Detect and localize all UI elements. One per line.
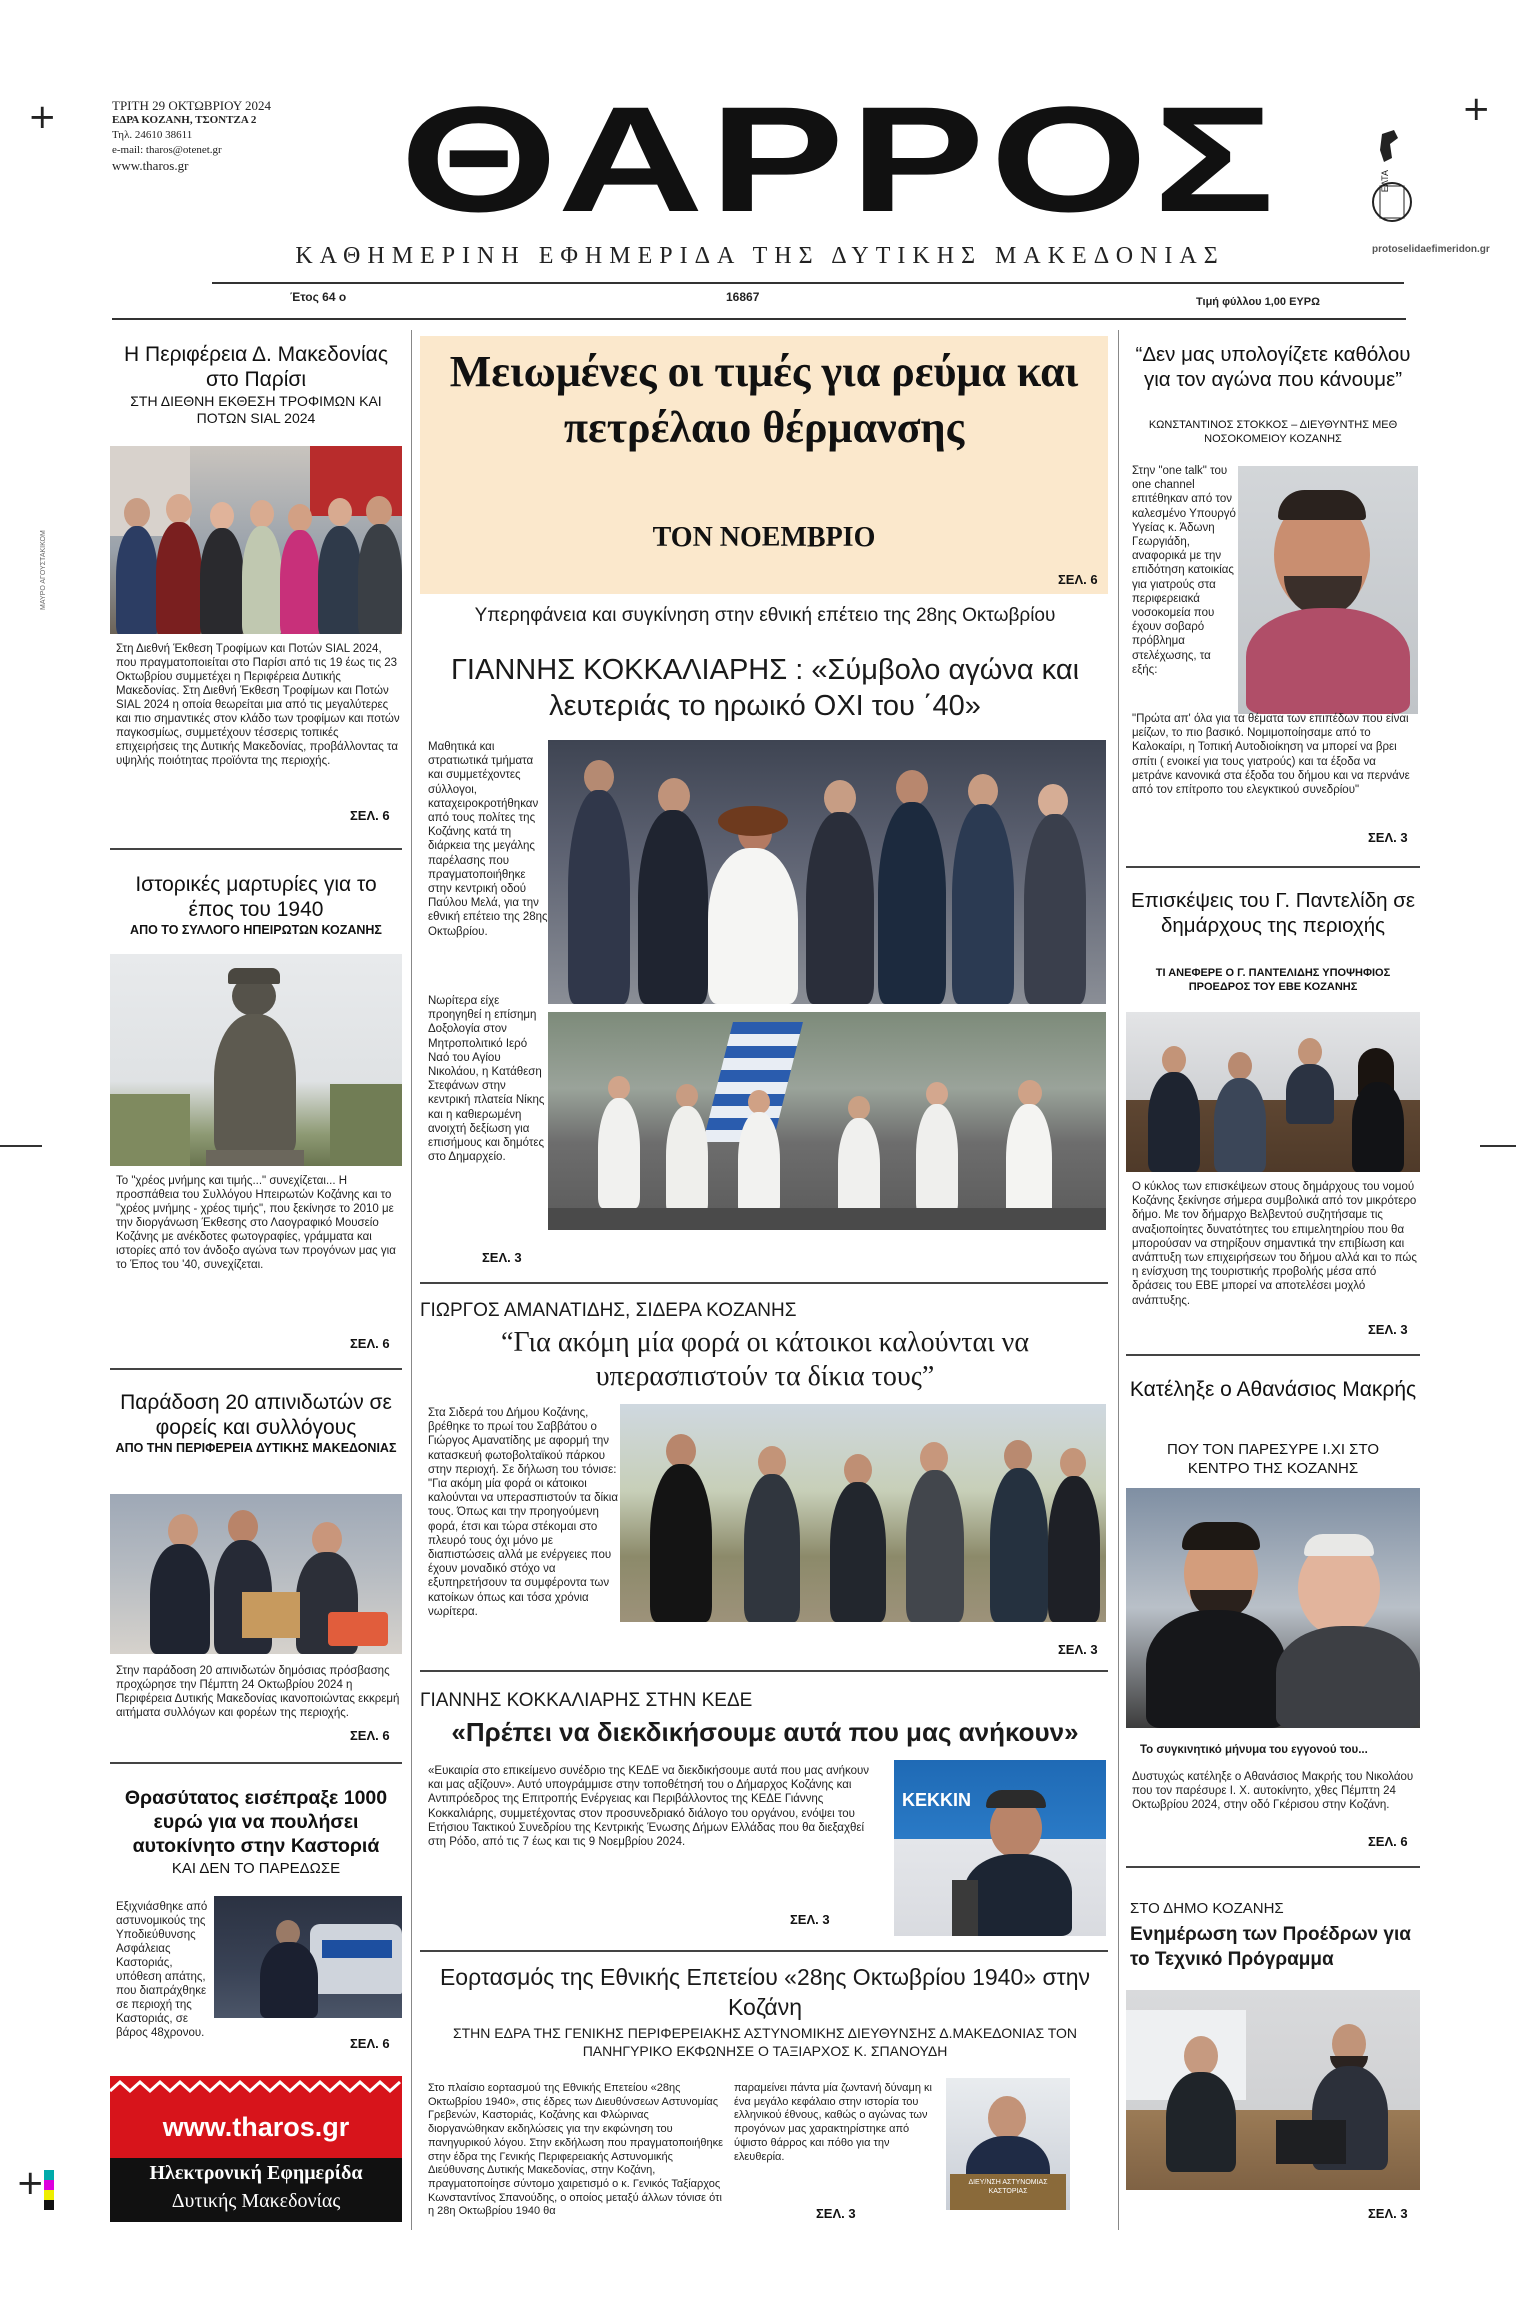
right-r1-body2: "Πρώτα απ' όλα για τα θέματα των επιπέδων που είναι μείζων, το πιο βασικό. Νομιμοποίησαμε από το Καλοκαίρι, η Τοπική Αυτοδιοίκηση να μπορεί να βρει σπίτι ( ενοικεί για τους γιατρούς) και τα έξοδα να μετράνε κανονικά στα έξοδα του δήμου και να περνάνε από τον επίτροπο του ελεγκτικού συνεδρίου" (1132, 713, 1410, 797)
left-a4-title: Θρασύτατος εισέπραξε 1000 ευρώ για να πουλήσει αυτοκίνητο στην Καστοριά (124, 1787, 388, 1857)
left-a1-photo (110, 446, 402, 634)
left-a3-title: Παράδοση 20 απινιδωτών σε φορείς και συλλόγους (120, 1391, 392, 1439)
right-r4-kicker: ΣΤΟ ΔΗΜΟ ΚΟΖΑΝΗΣ (1130, 1900, 1284, 1917)
c5-page: ΣΕΛ. 3 (816, 2206, 856, 2221)
left-a2-body: Το "χρέος μνήμης και τιμής..." συνεχίζεται... Η προσπάθεια του Συλλόγου Ηπειρωτών Κοζάνης και το "χρέος μνήμης - χρέος τιμής", που ξεκίνησε το 2010 με την διοργάνωση Έκθεσης στο Λαογραφικό Μουσείο Κοζάνης με ανέκδοτες φωτογραφίες, γράμματα και ιστορίες από τον άνδοξο αγώνα των προγόνων μας για το Έπος του '40, συνεχίζεται. (116, 1175, 396, 1271)
issue-number: 16867 (726, 290, 760, 304)
masthead-rule-2 (112, 318, 1406, 320)
left-a2-photo (110, 954, 402, 1166)
ad-line2: Δυτικής Μακεδονίας (171, 2190, 341, 2212)
column-divider (411, 330, 412, 2230)
right-r3-sub: ΠΟΥ ΤΟΝ ΠΑΡΕΣΥΡΕ Ι.ΧΙ ΣΤΟ ΚΕΝΤΡΟ ΤΗΣ ΚΟΖΑΝΗΣ (1166, 1441, 1379, 1477)
elta-text: ΕΛΤΑ (1380, 170, 1390, 193)
right-r2-sub: ΤΙ ΑΝΕΦΕΡΕ Ο Γ. ΠΑΝΤΕΛΙΔΗΣ ΥΠΟΨΗΦΙΟΣ ΠΡΟΕΔΡΟΣ ΤΟΥ ΕΒΕ ΚΟΖΑΝΗΣ (1155, 967, 1391, 993)
right-r1-sub: ΚΩΝΣΤΑΝΤΙΝΟΣ ΣΤΟΚΚΟΣ – ΔΙΕΥΘΥΝΤΗΣ ΜΕΘ ΝΟΣΟΚΟΜΕΙΟΥ ΚΟΖΑΝΗΣ (1148, 419, 1398, 445)
left-a3-photo (110, 1494, 402, 1654)
right-r3-caption: Το συγκινητικό μήνυμα του εγγονού του... (1140, 1744, 1368, 1756)
c3-page: ΣΕΛ. 3 (1058, 1642, 1098, 1657)
ad-url: www.tharos.gr (162, 2112, 350, 2142)
side-credit: ΜΑΥΡΟ ΑΓΟΥΣΤΑΚΙΚΟΜ (40, 530, 47, 610)
right-r1-page: ΣΕΛ. 3 (1368, 830, 1408, 845)
column-divider (1118, 330, 1119, 2230)
right-r4-page: ΣΕΛ. 3 (1368, 2206, 1408, 2221)
right-r3-title: Κατέληξε ο Αθανάσιος Μακρής (1129, 1378, 1417, 1401)
rule (1126, 1354, 1420, 1356)
right-r4-title: Ενημέρωση των Προέδρων για το Τεχνικό Πρόγραμμα (1130, 1924, 1411, 1970)
left-a2-page: ΣΕΛ. 6 (350, 1336, 390, 1351)
c3-photo (620, 1404, 1106, 1622)
email: e-mail: tharos@otenet.gr (112, 144, 222, 156)
right-r3-page: ΣΕΛ. 6 (1368, 1834, 1408, 1849)
right-r2-body: Ο κύκλος των επισκέψεων στους δημάρχους του νομού Κοζάνης ξεκίνησε σήμερα συμβολικά από τον μικρότερο δήμο. Με τον δήμαρχο Βελβεντού συζητήσαμε τις αναξιοποίητες δυνατότητες του επιμελητηρίου που θα μπορούσαν να στηρίξουν σημαντικά την επιβίωση και ανάπτυξη των επιχειρήσεων του δήμου αλλά και το πώς η ενίσχυση της τουριστικής προβολής μέσα από δράσεις του ΕΒΕ μπορεί να αποτελέσει μοχλό ανάπτυξης. (1132, 1181, 1417, 1307)
rule (110, 1368, 402, 1370)
right-r2-photo (1126, 1012, 1420, 1172)
right-r2-title: Επισκέψεις του Γ. Παντελίδη σε δημάρχους της περιοχής (1130, 889, 1416, 937)
left-a2-title: Ιστορικές μαρτυρίες για το έπος του 1940 (135, 873, 377, 921)
rule (420, 1950, 1108, 1952)
left-a4-body: Εξιχνιάσθηκε από αστυνομικούς της Υποδιεύθυνσης Ασφάλειας Καστοριάς, υπόθεση απάτης, που διαπράχθηκε σε περιοχή της Καστοριάς, σε βάρος 48χρονου. (116, 1901, 208, 2039)
c2-body1: Μαθητικά και στρατιωτικά τμήματα και συμμετέχοντες σύλλογοι, καταχειροκροτήθηκαν από τους πολίτες της Κοζάνης κατά τη διάρκεια της μεγάλης παρέλασης που πραγματοποιήθηκε στην κεντρική οδού Παύλου Μελά, για την εθνική επέτειο της 28ης Οκτωβρίου. (428, 741, 548, 938)
left-a1-page: ΣΕΛ. 6 (350, 808, 390, 823)
c5-sign: ΔΙΕΥ/ΝΣΗ ΑΣΤΥΝΟΜΙΑΣ ΚΑΣΤΟΡΙΑΣ (968, 2179, 1048, 2195)
crop-mark: + (16, 2163, 45, 2203)
right-r1-photo (1238, 466, 1418, 714)
c2-title: ΓΙΑΝΝΗΣ ΚΟΚΚΑΛΙΑΡΗΣ : «Σύμβολο αγώνα και λευτεριάς το ηρωικό ΟΧΙ του ΄40» (450, 654, 1080, 722)
right-r2-page: ΣΕΛ. 3 (1368, 1322, 1408, 1337)
c4-kicker: ΓΙΑΝΝΗΣ ΚΟΚΚΑΛΙΑΡΗΣ ΣΤΗΝ ΚΕΔΕ (420, 1690, 753, 1711)
crop-mark: + (28, 97, 57, 137)
c2-page: ΣΕΛ. 3 (482, 1250, 522, 1265)
left-a1-body: Στη Διεθνή Έκθεση Τροφίμων και Ποτών SIAL 2024, που πραγματοποιείται στο Παρίσι από τις 19 έως τις 23 Οκτωβρίου συμμετέχει η Περιφέρεια Δυτικής Μακεδονίας. Στη Διεθνή Έκθεση Τροφίμων και Ποτών SIAL 2024 η οποία θεωρείται μια από τις μεγαλύτερες και πιο σημαντικές στον κλάδο των τροφίμων και ποτών παγκοσμίως, συμμετέχουν τέσσερις τοπικές επιχειρήσεις της Δυτικής Μακεδονίας, προβάλλοντας τα υψηλής ποιότητας προϊόντα της περιοχής. (116, 643, 400, 767)
rule (1126, 1866, 1420, 1868)
phone: Τηλ. 24610 38611 (112, 129, 193, 141)
lead-title: Μειωμένες οι τιμές για ρεύμα και πετρέλαιο θέρμανσης (449, 347, 1079, 452)
c2-photo-parade (548, 1012, 1106, 1230)
rule (420, 1670, 1108, 1672)
c4-page: ΣΕΛ. 3 (790, 1912, 830, 1927)
crop-mark: + (1462, 89, 1491, 129)
left-a2-sub: ΑΠΟ ΤΟ ΣΥΛΛΟΓΟ ΗΠΕΙΡΩΤΩΝ ΚΟΖΑΝΗΣ (130, 923, 382, 937)
c3-kicker: ΓΙΩΡΓΟΣ ΑΜΑΝΑΤΙΔΗΣ, ΣΙΔΕΡΑ ΚΟΖΑΝΗΣ (420, 1300, 797, 1321)
rule (420, 1282, 1108, 1284)
left-a4-sub: ΚΑΙ ΔΕΝ ΤΟ ΠΑΡΕΔΩΣΕ (171, 1860, 341, 1877)
right-r1-body1: Στην "one talk" του one channel επιτέθηκαν από τον καλεσμένο Υπουργό Υγείας κ. Άδωνη Γεωργιάδη, αναφορικά με την επιδότηση κατοικίας για γιατρούς στα περιφερειακά νοσοκομεία που έχουν σοβαρό πρόβλημα στελέχωσης, τα εξής: (1132, 465, 1236, 676)
rule (110, 848, 402, 850)
crop-mark (0, 1145, 42, 1147)
masthead-subtitle: ΚΑΘΗΜΕΡΙΝΗ ΕΦΗΜΕΡΙΔΑ ΤΗΣ ΔΥΤΙΚΗΣ ΜΑΚΕΔΟΝΙΑΣ (295, 243, 1225, 269)
elta-logo (1370, 128, 1414, 228)
left-a1-title: Η Περιφέρεια Δ. Μακεδονίας στο Παρίσι (124, 343, 388, 391)
left-a4-page: ΣΕΛ. 6 (350, 2036, 390, 2051)
left-a3-page: ΣΕΛ. 6 (350, 1728, 390, 1743)
address: ΕΔΡΑ ΚΟΖΑΝΗ, ΤΣΟΝΤΖΑ 2 (112, 114, 257, 126)
c5-sub: ΣΤΗΝ ΕΔΡΑ ΤΗΣ ΓΕΝΙΚΗΣ ΠΕΡΙΦΕΡΕΙΑΚΗΣ ΑΣΤΥΝΟΜΙΚΗΣ ΔΙΕΥΘΥΝΣΗΣ Δ.ΜΑΚΕΔΟΝΙΑΣ ΤΟΝ ΠΑΝΗΓΥΡΙΚΟ ΕΚΦΩΝΗΣΕ Ο ΤΑΞΙΑΡΧΟΣ Κ. ΣΠΑΝΟΥΔΗ (452, 2025, 1078, 2059)
right-r1-title: “Δεν μας υπολογίζετε καθόλου για τον αγώνα που κάνουμε” (1135, 343, 1411, 391)
rule (1126, 866, 1420, 868)
lead-sub: ΤΟΝ ΝΟΕΜΒΡΙΟ (652, 522, 876, 553)
c2-photo-officials (548, 740, 1106, 1004)
right-r3-body: Δυστυχώς κατέληξε ο Αθανάσιος Μακρής του Νικολάου που τον παρέσυρε Ι. Χ. αυτοκίνητο, χθες Πέμπτη 24 Οκτωβρίου 2024, στην οδό Γκέρισου στην Κοζάνη. (1132, 1771, 1414, 1812)
year: Έτος 64 ο (290, 290, 347, 304)
c2-body2: Νωρίτερα είχε προηγηθεί η επίσημη Δοξολογία στον Μητροπολιτικό Ιερό Ναό του Αγίου Νικολάου, η Κατάθεση Στεφάνων στην κεντρική πλατεία Νίκης και η καθιερωμένη ανοιχτή δεξίωση για επισήμους και δημότες στο Δημαρχείο. (428, 995, 545, 1164)
c5-body2: παραμείνει πάντα μία ζωντανή δύναμη κι ένα μεγάλο κεφάλαιο στην ιστορία του ελληνικού έθνους, καθώς ο αγώνας των προγόνων μας χαρακτηρίστηκε από ύψιστο θάρρος και πόθο για την ελευθερία. (734, 2082, 932, 2163)
pattern-icon (110, 2080, 402, 2102)
price: Τιμή φύλλου 1,00 ΕΥΡΩ (1196, 296, 1320, 308)
c4-photo (894, 1760, 1106, 1936)
c5-photo (946, 2078, 1070, 2210)
left-a3-body: Στην παράδοση 20 απινιδωτών δημόσιας πρόσβασης προχώρησε την Πέμπτη 24 Οκτωβρίου 2024 η Περιφέρεια Δυτικής Μακεδονίας ικανοποιώντας εκκρεμή αιτήματα συλλόγων και φορέων της περιοχής. (116, 1665, 400, 1719)
c3-body: Στα Σιδερά του Δήμου Κοζάνης, βρέθηκε το πρωί του Σαββάτου ο Γιώργος Αμανατίδης με αφορμή την κατασκευή φωτοβολταϊκού πάρκου στην περιοχή. Σε δήλωση του τόνισε: "Για ακόμη μία φορά οι κάτοικοι καλούνται να υπερασπιστούν τα δίκια τους. Όπως και την προηγούμενη φορά, έτσι και τώρα στέκομαι στο πλευρό τους όχι μόνο με διαπιστώσεις αλλά με ενέργειες που έχουν μοναδικό στόχο να εξυπηρετήσουν τα συμφέροντα των κατοίκων όπως και τόσα χρόνια νωρίτερα. (428, 1407, 619, 1618)
c4-body: «Ευκαιρία στο επικείμενο συνέδριο της ΚΕΔΕ να διεκδικήσουμε αυτά που μας ανήκουν και μας αξίζουν». Αυτό υπογράμμισε στην τοποθέτησή του ο Δήμαρχος Κοζάνης και Αντιπρόεδρος της Επιτροπής Ενέργειας και Περιβάλλοντος της ΚΕΔΕ Γιάννης Κοκκαλιάρης, συμμετέχοντας στον προσυνεδριακό διάλογο του οργάνου, ενόψει του Ετήσιου Τακτικού Συνεδρίου της Κεντρικής Ένωσης Δήμων Ελλάδας που θα διεξαχθεί στη Ρόδο, από τις 7 έως και τις 9 Νοεμβρίου 2024. (428, 1765, 870, 1849)
c4-screen-text: ΚΕΚΚΙΝ (902, 1790, 972, 1810)
ad-line1: Ηλεκτρονική Εφημερίδα (149, 2162, 363, 2184)
crop-mark (1480, 1145, 1516, 1147)
masthead-logo-wrap (400, 75, 1280, 243)
c3-title: “Για ακόμη μία φορά οι κάτοικοι καλούνται να υπερασπιστούν τα δίκια τους” (501, 1327, 1029, 1392)
masthead-rule (212, 282, 1404, 284)
c5-body1: Στο πλαίσιο εορτασμού της Εθνικής Επετείου «28ης Οκτωβρίου 1940», στις έδρες των Διευθύνσεων Αστυνομίας Γρεβενών, Καστοριάς, Κοζάνης και Φλώρινας διοργανώθηκαν εκδηλώσεις για την εκφώνηση του πανηγυρικού λόγου. Στην εκδήλωση που πραγματοποιήθηκε στην έδρα της Γενικής Περιφερειακής Αστυνομικής Διεύθυνσης Δυτικής Μακεδονίας, στην Κοζάνη, πραγματοποίησε σύντομο χαιρετισμό ο κ. Γενικός Ταξίαρχος Κωνσταντίνος Σπανούδης, ο οποίος μεταξύ άλλων τόνισε ότι η 28η Οκτωβρίου 1940 θα (428, 2082, 723, 2218)
site-credit: protoselidaefimeridon.gr (1372, 244, 1490, 255)
masthead-logo: ΘΑΡΡΟΣ (400, 75, 1280, 243)
color-bar (44, 2170, 54, 2210)
issue-date: ΤΡΙΤΗ 29 ΟΚΤΩΒΡΙΟΥ 2024 (112, 98, 272, 113)
rule (110, 1762, 402, 1764)
tharos-ad[interactable] (110, 2076, 402, 2222)
left-a1-sub: ΣΤΗ ΔΙΕΘΝΗ ΕΚΘΕΣΗ ΤΡΟΦΙΜΩΝ ΚΑΙ ΠΟΤΩΝ SIAL 2024 (130, 393, 382, 426)
website: www.tharos.gr (112, 158, 189, 173)
c4-title: «Πρέπει να διεκδικήσουμε αυτά που μας ανήκουν» (451, 1717, 1079, 1747)
right-r3-photo (1126, 1488, 1420, 1728)
c2-kicker: Υπερηφάνεια και συγκίνηση στην εθνική επέτειο της 28ης Οκτωβρίου (474, 605, 1056, 626)
left-a3-sub: ΑΠΟ ΤΗΝ ΠΕΡΙΦΕΡΕΙΑ ΔΥΤΙΚΗΣ ΜΑΚΕΔΟΝΙΑΣ (115, 1441, 397, 1455)
right-r4-photo (1126, 1990, 1420, 2190)
lead-page: ΣΕΛ. 6 (1058, 572, 1098, 587)
c5-title: Εορτασμός της Εθνικής Επετείου «28ης Οκτωβρίου 1940» στην Κοζάνη (439, 1964, 1091, 2020)
left-a4-photo (214, 1896, 402, 2018)
